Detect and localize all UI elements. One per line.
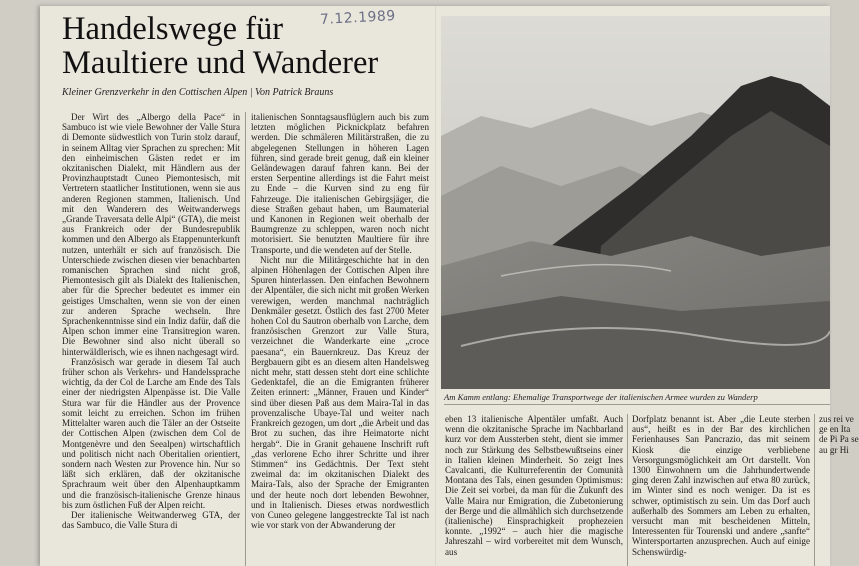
paragraph: zus rei ve ge en Ita de Pi Pa se au gr Hi — [819, 414, 859, 455]
column-rule — [627, 414, 628, 566]
headline-line-2: Maultiere und Wanderer — [62, 45, 379, 81]
paragraph: Französisch war gerade in diesem Tal auch früher schon als Verkehrs- und Handelssprache wichtig, da der Col de Larche am Ende des Tals einer der niedrigsten Alpenpässe ist. Die Valle Stura war für die Händler aus der Provence somit leicht zu erreichen. Schon im frühen Mittelalter waren auch die Täler an der Ostseite der Cottischen Alpen (zwischen dem Col de Montgenèvre und den Seealpen) wirtschaftlich und politisch nicht nach Oberitalien orientiert, sondern nach Westen zur Provence hin. Nur so läßt sich erklären, daß der okzitanische Sprachraum weit über den Alpenhauptkamm und die französisch-italienische Grenze hinaus bis zum östlichen Fuß der Alpen reicht. — [62, 356, 240, 510]
paragraph: eben 13 italienische Alpentäler umfaßt. Auch wenn die okzitanische Sprache im Nachbarland kurz vor dem Aussterben steht, dient sie immer noch zur Stärkung des Selbstbewußtseins einer in Italien kleinen Minderheit. So zeigt Ines Cavalcanti, die Kulturreferentin der Comunità Montana des Tals, einen gesunden Optimismus: Die Zeit sei vorbei, da man für die Zukunft des Valle Maira nur Emigration, die Zubetonierung der Berge und die allmählich sich durchsetzende (italienische) Einsprachigkeit prophezeien konnte. „1992“ – auch hier die magische Jahreszahl – wird vorbereitet mit dem Wunsch, aus — [445, 414, 623, 557]
headline-line-1: Handelswege für — [62, 11, 284, 47]
handwritten-date: 7.12.1989 — [319, 8, 397, 28]
column-rule — [814, 414, 815, 566]
article-subtitle: Kleiner Grenzverkehr in den Cottischen Alpen | Von Patrick Brauns — [62, 87, 334, 98]
paragraph: Dorfplatz benannt ist. Aber „die Leute sterben aus“, heißt es in der Bar des kirchlichen Ferienhauses San Pancrazio, das mit seinem Kiosk die einzige verbliebene Versorgungsmöglichkeit am Ort darstellt. Von 1300 Einwohnern um die Jahrhundertwende ging deren Zahl inzwischen auf etwa 80 zurück, im Winter sind es noch weniger. Da ist es schwer, optimistisch zu sein. Um das Dorf auch außerhalb des Sommers am Leben zu erhalten, versucht man mit bescheidenen Mitteln, Interessenten für Tourenski und andere „sanfte“ Wintersportarten anzusprechen. Auch auf einige Schenswürdig- — [632, 414, 810, 557]
text-column-3 — [445, 414, 623, 566]
paragraph: Der Wirt des „Albergo della Pace“ in Sambuco ist wie viele Bewohner der Valle Stura di Demonte südwestlich von Turin stolz darauf, in seinem Alltag vier Sprachen zu sprechen: Mit den einheimischen Gästen redet er im okzitanischen Dialekt, mit Händlern aus der Provinzhauptstadt Cuneo Piemontesisch, mit Vertretern staatlicher Institutionen, wenn sie aus anderen Regionen stammen, Italienisch. Und mit den Wanderern des Weitwanderwegs „Grande Traversata delle Alpi“ (GTA), die meist aus Frankreich oder der Bundesrepublik kommen und den Albergo als Etappenunterkunft nutzen, unterhält er sich auf französisch. Die Unterschiede zwischen diesen vier benachbarten romanischen Sprachen sind nicht groß, Piemontesisch gilt als Dialekt des Italienischen, aber für die Sprecher bedeutet es immer ein geistiges Umschalten, wenn sie von der einen zur anderen Sprache wechseln. Ihre Sprachenkenntnisse sind ein Indiz dafür, daß die Alpen schon immer eine Transitregion waren. Die Bewohner sind also nicht überall so hinterwäldlerisch, wie es ihnen nachgesagt wird. — [62, 112, 240, 357]
article-headline — [62, 12, 378, 80]
mountain-photo — [441, 16, 830, 389]
text-column-4 — [632, 414, 810, 566]
page-fold — [435, 6, 436, 566]
text-column-2 — [251, 112, 429, 566]
photo-caption: Am Kamm entlang: Ehemalige Transportwege der italienischen Armee wurden zu Wanderp — [444, 392, 758, 402]
paragraph: Der italienische Weitwanderweg GTA, der das Sambuco, die Valle Stura di — [62, 509, 240, 531]
paragraph: italienischen Sonntagsausflüglern auch bis zum letzten möglichen Picknickplatz befahren werden. Die schmäleren Militärstraßen, die zu abgelegenen Stellungen in höheren Lagen führen, sind gerade breit genug, daß ein kleiner Geländewagen darauf fahren kann. Bei der ersten Serpentine allerdings ist die Fahrt meist zu Ende – die Kurven sind zu eng für Fahrzeuge. Die italienischen Gebirgsjäger, die diese Straßen gebaut haben, um Baumaterial und Kanonen in Regionen weit oberhalb der Baumgrenze zu schleppen, waren noch nicht motorisiert. Sie benutzten Maultiere für ihre Transporte, und die wendeten auf der Stelle. — [251, 112, 429, 255]
text-column-5-cut — [819, 414, 859, 566]
text-column-1 — [62, 112, 240, 566]
caption-rule — [444, 404, 830, 405]
column-rule — [245, 112, 246, 566]
paragraph: Nicht nur die Militärgeschichte hat in den alpinen Höhenlagen der Cottischen Alpen ihre Spuren hinterlassen. Den einfachen Bewohnern der Alpentäler, die sich nicht mit großen Werken verewigen, werden manchmal nachträglich Denkmäler gesetzt. Östlich des fast 2700 Meter hohen Col du Sautron oberhalb von Larche, dem französischen Grenzort zur Valle Stura, verzeichnet die Wanderkarte eine „croce paesana“, ein Bauernkreuz. Das Kreuz der Bergbauern gibt es an diesem alten Handelsweg nicht mehr, statt dessen steht dort eine schlichte Gedenktafel, die an die Emigranten früherer Zeiten erinnert: „Männer, Frauen und Kinder“ sind über diesen Paß aus dem Maira-Tal in das provenzalische Ubaye-Tal und weiter nach Frankreich gezogen, um dort „die Arbeit und das Brot zu suchen, das ihre Heimatorte nicht hergab“. Die in Granit gehauene Inschrift ruft „das verlorene Echo ihrer Schritte und ihrer Stimmen“ ins Gedächtnis. Der Text steht zweimal da: im okzitanischen Dialekt des Maira-Tals, also der Sprache der Emigranten und der heute noch dort lebenden Bewohner, und in Italienisch. Dieses etwas nordwestlich von Cuneo gelegene langgestreckte Tal ist nach wie vor stark von der Abwanderung der — [251, 254, 429, 531]
mountain-landscape-image — [441, 16, 830, 389]
newspaper-clipping — [40, 6, 859, 566]
